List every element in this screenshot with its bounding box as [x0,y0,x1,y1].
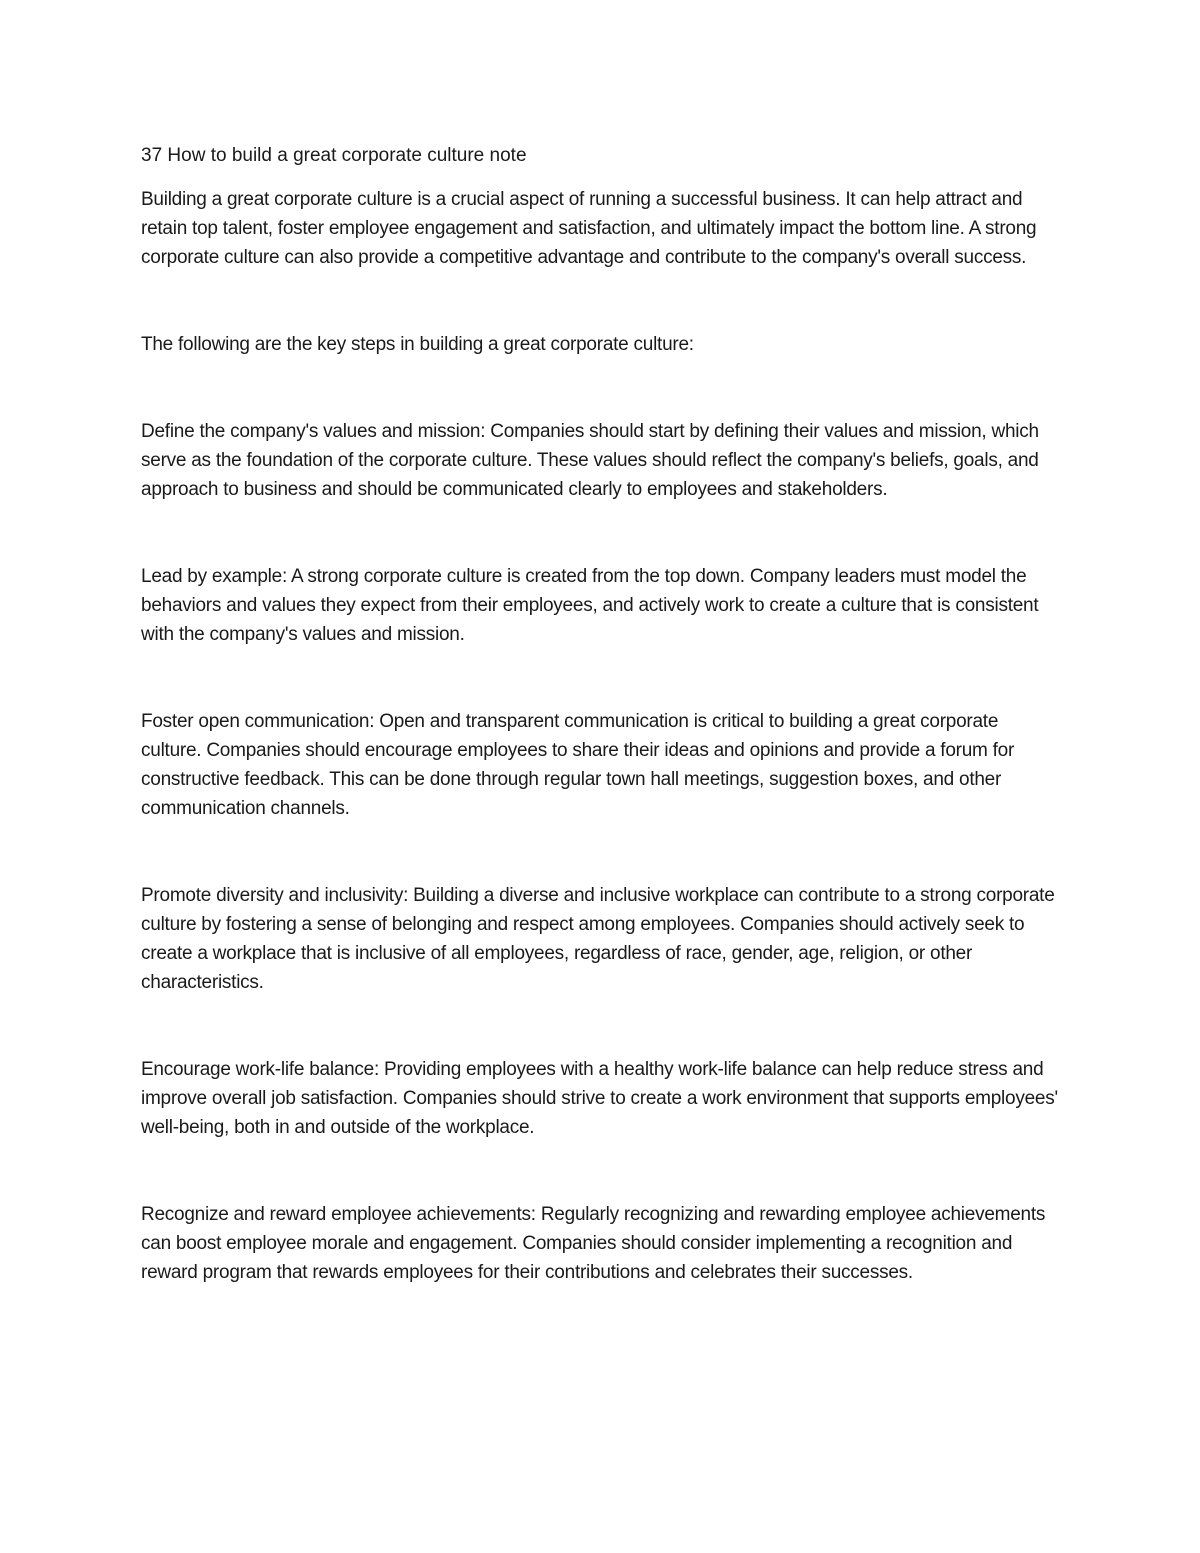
step-work-life-balance-paragraph: Encourage work-life balance: Providing employees with a healthy work-life balance can help reduce stress and improve overall job satisfaction. Companies should strive to create a work environment that supports employees' well-being, both in and outside of the workplace. [141,1059,1058,1138]
step-lead-by-example-paragraph: Lead by example: A strong corporate culture is created from the top down. Company leaders must model the behaviors and values they expect from their employees, and actively work to create a culture that is consistent with the company's values and mission. [141,566,1039,645]
document-body [141,141,1061,1287]
step-define-values-paragraph: Define the company's values and mission: Companies should start by defining their values and mission, which serve as the foundation of the corporate culture. These values should reflect the company's beliefs, goals, and approach to business and should be communicated clearly to employees and stakeholders. [141,421,1039,500]
step-recognize-reward-paragraph: Recognize and reward employee achievements: Regularly recognizing and rewarding employee achievements can boost employee morale and engagement. Companies should consider implementing a recognition and reward program that rewards employees for their contributions and celebrates their successes. [141,1204,1046,1283]
step-diversity-paragraph: Promote diversity and inclusivity: Building a diverse and inclusive workplace can contribute to a strong corporate culture by fostering a sense of belonging and respect among employees. Companies should actively seek to create a workplace that is inclusive of all employees, regardless of race, gender, age, religion, or other characteristics. [141,885,1055,993]
document-title: 37 How to build a great corporate culture note [141,145,527,166]
step-open-communication-paragraph: Foster open communication: Open and transparent communication is critical to building a great corporate culture. Companies should encourage employees to share their ideas and opinions and provide a forum for constructive feedback. This can be done through regular town hall meetings, suggestion boxes, and other communication channels. [141,711,1015,819]
intro-paragraph: Building a great corporate culture is a crucial aspect of running a successful business. It can help attract and retain top talent, foster employee engagement and satisfaction, and ultimately impact the bottom line. A strong corporate culture can also provide a competitive advantage and contribute to the company's overall success. [141,189,1037,268]
steps-intro-paragraph: The following are the key steps in building a great corporate culture: [141,334,694,355]
